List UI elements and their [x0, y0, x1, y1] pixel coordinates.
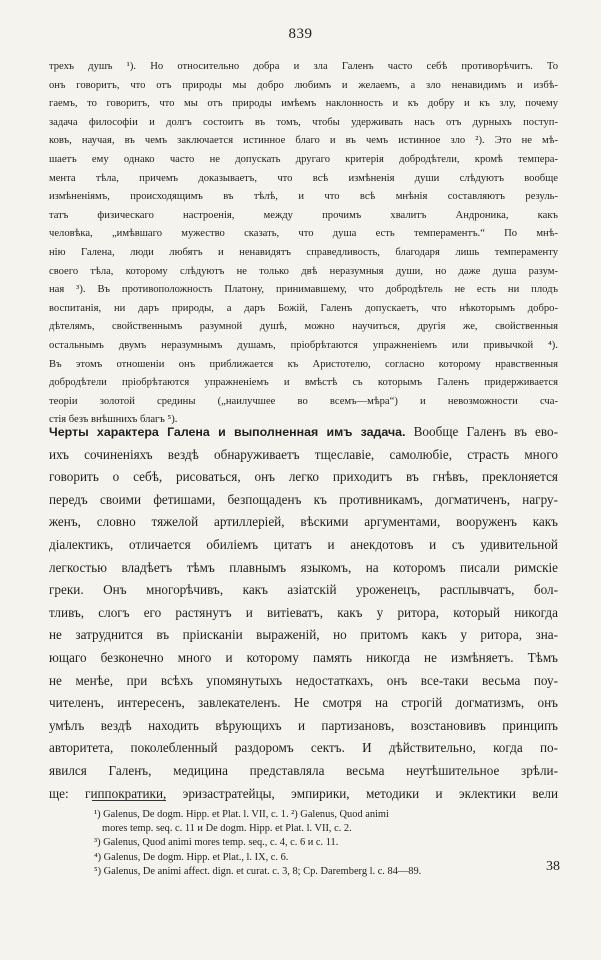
text-line: своего тѣла, которому слѣдуютъ не только двѣ неразумныя души, но даже душа разум- — [49, 265, 558, 277]
text-line: передъ своими фетишами, безпощаденъ къ противникамъ, догматиченъ, нагру- — [49, 491, 558, 507]
page-number: 839 — [288, 26, 313, 42]
text-line: трехъ душъ ¹). Но относительно добра и зла Галенъ часто себѣ противорѣчитъ. То — [49, 61, 558, 72]
text-line: умѣлъ вездѣ находить вѣрующихъ и партизановъ, возстановивъ принципъ — [49, 717, 558, 733]
text-line: тливъ, слогъ его растянутъ и витіеватъ, какъ у ритора, который никогда — [49, 604, 558, 620]
text-line: воспитанія, ни даръ природы, а даръ Божій, Галенъ допускаетъ, что нѣкоторымъ добро- — [49, 302, 558, 314]
text-line: женъ, словно тяжелой артиллеріей, вѣскими аргументами, вооруженъ какъ — [49, 514, 558, 530]
footnote: ¹) Galenus, De dogm. Hipp. et Plat. l. VII, c. 1. ²) Galenus, Quod animi — [94, 809, 389, 820]
text-line: греки. Онъ многорѣчивъ, какъ азіатскій уроженецъ, расплывчатъ, бол- — [49, 582, 558, 598]
section-first-line-text: Вообще Галенъ въ ево- — [413, 424, 559, 439]
footnote: ⁴) Galenus, De dogm. Hipp. et Plat., l. IX, c. 6. — [94, 851, 289, 863]
text-line: гаемъ, то говоритъ, что мы отъ природы имѣемъ наклонность и къ добру и къ злу, почему — [49, 98, 558, 110]
text-line: задача философіи и долгъ состоитъ въ томъ, чтобы удерживать насъ отъ дурныхъ поступ- — [49, 116, 558, 128]
text-line: не менѣе, при всѣхъ упомянутыхъ недостаткахъ, онъ все-таки весьма поу- — [49, 672, 558, 688]
text-line: авторитета, поколебленный раздоромъ сектъ. И дѣйствительно, когда по- — [49, 740, 558, 756]
text-line: татъ физическаго настроенія, между прочимъ хвалитъ Андроника, какъ — [49, 209, 558, 221]
text-line: ющаго безконечно много и которому память никогда не измѣняетъ. Тѣмъ — [49, 649, 558, 665]
signature-mark: 38 — [546, 859, 560, 874]
top-paragraph — [49, 58, 558, 430]
text-line: ковъ, научая, въ чемъ заключается истинное благо и въ чемъ истинное зло ²). Это не мѣ- — [49, 135, 558, 147]
footnotes — [94, 808, 564, 879]
section-first-line — [49, 421, 558, 444]
text-line: ная ³). Въ противоположность Платону, принимавшему, что добродѣтель не есть ни плодъ — [49, 284, 558, 296]
text-line: діалектикъ, отличается обиліемъ цитатъ и анекдотовъ и съ удивительной — [49, 536, 558, 552]
text-line: человѣка, „имѣвшаго мужество сказать, что душа есть темпераментъ.“ По мнѣ- — [49, 228, 558, 240]
text-line: онъ говоритъ, что отъ природы мы добро любимъ и желаемъ, а зло ненавидимъ и избѣ- — [49, 79, 558, 91]
text-line: легкостью владѣетъ тѣмъ плавнымъ языкомъ, на которомъ писали римскіе — [49, 559, 558, 575]
text-line: мента тѣла, причемъ доказываетъ, что всѣ измѣненія души слѣдуютъ вообще — [49, 172, 558, 184]
footnote: ⁵) Galenus, De animi affect. dign. et curat. c. 3, 8; Ср. Daremberg l. c. 84—89. — [94, 865, 422, 877]
section-paragraph — [49, 421, 558, 805]
text-line: нію Галена, люди любятъ и ненавидятъ справедливость, благодаря лишь темпераменту — [49, 246, 558, 258]
text-line: ще: гиппократики, эризастратейцы, эмпирики, методики и эклектики вели — [49, 785, 558, 801]
text-line: Въ этомъ отношеніи онъ приближается къ Аристотелю, согласно которому нравственныя — [49, 358, 558, 370]
section-heading: Черты характера Галена и выполненная имъ задача. — [49, 425, 406, 439]
text-line: не затруднится въ пріисканіи выраженій, но притомъ какъ у ритора, зна- — [49, 627, 558, 643]
text-line: шаетъ ему однако часто не допускать другаго критерія добродѣтели, кромѣ темпера- — [49, 153, 558, 165]
text-line: явился Галенъ, медицина представляла весьма неутѣшительное зрѣли- — [49, 762, 558, 778]
footnote-continuation: mores temp. seq. c. 11 и De dogm. Hipp. et Plat. l. VII, c. 2. — [102, 823, 352, 835]
text-line: дѣтелямъ, свойственнымъ разумной душѣ, можно научиться, другія же, свойственныя — [49, 321, 558, 333]
text-line: добродѣтели пріобрѣтаются упражненіемъ и вмѣстѣ съ которымъ Галенъ придерживается — [49, 377, 558, 389]
text-line: стія безъ внѣшнихъ благъ ⁵). — [49, 414, 178, 426]
footnote-rule — [92, 800, 166, 801]
text-line: теоріи золотой средины („наилучшее во всемъ—мѣра“) и невозможности сча- — [49, 395, 558, 407]
text-line: ихъ сочиненіяхъ вездѣ обнаруживаетъ тщеславіе, самолюбіе, страсть много — [49, 446, 558, 462]
text-line: чителенъ, интересенъ, завлекателенъ. Не смотря на строгій догматизмъ, онъ — [49, 695, 558, 711]
text-line: остальнымъ двумъ неразумнымъ душамъ, пріобрѣтаются упражненіемъ или привычкой ⁴). — [49, 339, 558, 351]
footnote: ³) Galenus, Quod animi mores temp. seq., c. 4, c. 6 и c. 11. — [94, 837, 339, 849]
text-line: говорить о себѣ, рисоваться, онъ легко приходитъ въ гнѣвъ, преклоняется — [49, 469, 558, 485]
text-line: измѣненіямъ, происходящимъ въ тѣлѣ, и что всѣ мнѣнія составляютъ резуль- — [49, 191, 558, 203]
